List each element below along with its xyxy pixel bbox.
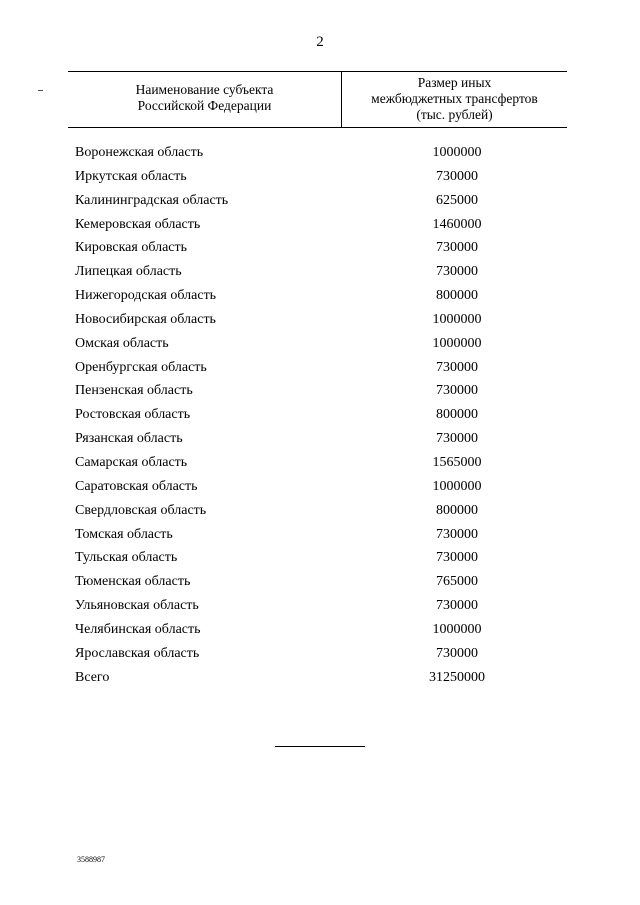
region-name: Челябинская область	[75, 621, 201, 637]
region-name: Саратовская область	[75, 478, 198, 494]
transfer-amount: 1000000	[432, 145, 482, 160]
transfer-amount: 730000	[436, 240, 478, 256]
region-name: Пензенская область	[75, 383, 193, 399]
header-amount-line: Размер иных	[417, 75, 492, 90]
transfer-amount: 1000000	[432, 478, 482, 494]
table-row	[0, 499, 640, 523]
region-name: Иркутская область	[75, 168, 187, 184]
table-row	[0, 642, 640, 666]
region-name: Ярославская область	[75, 645, 200, 661]
table-row	[0, 570, 640, 594]
transfer-amount: 800000	[436, 407, 478, 423]
table-row	[0, 427, 640, 451]
transfer-amount: 730000	[436, 645, 478, 661]
table-total-row	[0, 666, 640, 690]
region-name: Кемеровская область	[75, 216, 201, 232]
transfer-amount: 1565000	[432, 454, 482, 470]
region-name: Кировская область	[75, 240, 188, 256]
transfer-amount: 1000000	[432, 311, 482, 327]
region-name: Оренбургская область	[75, 359, 207, 375]
table-row	[0, 594, 640, 618]
region-name: Самарская область	[75, 454, 188, 470]
table-row	[0, 618, 640, 642]
transfer-amount: 800000	[436, 502, 478, 518]
region-name: Томская область	[75, 526, 173, 542]
document-code: 3588987	[77, 855, 105, 864]
transfer-amount: 730000	[436, 598, 478, 614]
table-row	[0, 236, 640, 260]
region-name: Рязанская область	[75, 431, 183, 447]
header-region-column	[68, 82, 341, 114]
transfer-amount: 625000	[436, 192, 478, 208]
table-row	[0, 451, 640, 475]
table-row	[0, 284, 640, 308]
transfer-amount: 730000	[436, 168, 478, 184]
table-row	[0, 213, 640, 237]
region-name: Новосибирская область	[75, 311, 216, 327]
table-row	[0, 403, 640, 427]
transfer-amount: 800000	[436, 288, 478, 304]
table-row	[0, 546, 640, 570]
transfer-amount: 730000	[436, 383, 478, 399]
region-name: Воронежская область	[75, 145, 204, 160]
stray-mark	[38, 90, 43, 91]
table-row	[0, 141, 640, 165]
region-name: Ульяновская область	[75, 598, 199, 614]
region-name: Тюменская область	[75, 574, 191, 590]
region-name: Свердловская область	[75, 502, 207, 518]
total-amount: 31250000	[429, 669, 485, 685]
transfer-amount: 730000	[436, 359, 478, 375]
table-row	[0, 356, 640, 380]
end-of-table-rule	[275, 746, 365, 747]
table-row	[0, 523, 640, 547]
transfer-amount: 730000	[436, 550, 478, 566]
transfer-amount: 730000	[436, 431, 478, 447]
region-name: Омская область	[75, 335, 169, 351]
table-row	[0, 165, 640, 189]
header-region-line: Российской Федерации	[137, 98, 272, 113]
table-row	[0, 332, 640, 356]
table-row	[0, 260, 640, 284]
table-row	[0, 189, 640, 213]
header-amount-column	[342, 75, 567, 123]
transfer-amount: 765000	[436, 574, 478, 590]
header-amount-line: (тыс. рублей)	[416, 107, 493, 122]
table-header	[68, 71, 567, 128]
table-row	[0, 379, 640, 403]
transfer-amount: 1460000	[432, 216, 482, 232]
table-row	[0, 475, 640, 499]
region-name: Нижегородская область	[75, 288, 217, 304]
transfer-amount: 730000	[436, 526, 478, 542]
region-name: Липецкая область	[75, 264, 182, 280]
table-body	[0, 141, 640, 689]
header-amount-line: межбюджетных трансфертов	[371, 91, 538, 106]
total-label: Всего	[75, 669, 110, 685]
header-region-line: Наименование субъекта	[135, 82, 274, 97]
table-row	[0, 308, 640, 332]
region-name: Ростовская область	[75, 407, 191, 423]
page-number: 2	[316, 34, 324, 50]
transfer-amount: 730000	[436, 264, 478, 280]
transfer-amount: 1000000	[432, 621, 482, 637]
region-name: Калининградская область	[75, 192, 229, 208]
transfer-amount: 1000000	[432, 335, 482, 351]
region-name: Тульская область	[75, 550, 178, 566]
